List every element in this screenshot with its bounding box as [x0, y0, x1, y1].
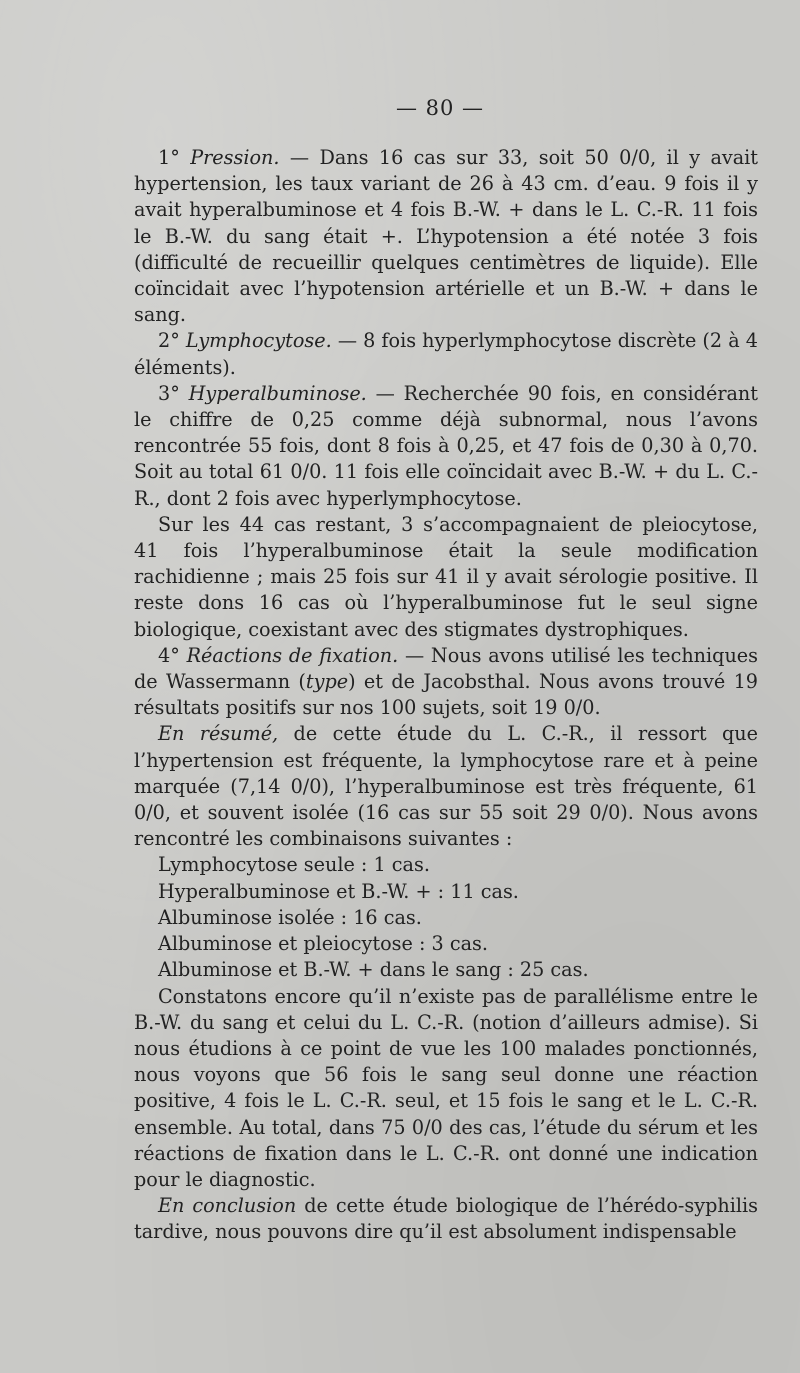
paragraph-constatons — [134, 984, 758, 1194]
combinations-list — [134, 852, 758, 983]
list-item: Albuminose et pleiocytose : 3 cas. — [158, 932, 488, 956]
list-item: Hyperalbuminose et B.-W. + : 11 cas. — [158, 879, 519, 903]
page-number: — 80 — — [395, 96, 485, 120]
section-number: 1° — [158, 146, 191, 169]
paragraph-pression — [134, 145, 758, 328]
paragraph-text-continued: ) et de Jacobsthal. Nous avons trouvé 19 résultats positifs sur nos 100 sujets, soit 19 0/0. — [134, 670, 758, 720]
section-title: En conclusion — [158, 1194, 297, 1218]
paragraph-text: — Recherchée 90 fois, en considérant le chiffre de 0,25 comme déjà subnormal, nous l’avons rencontrée 55 fois, dont 8 fois à 0,25, et 47 fois de 0,30 à 0,70. Soit au total 61 0/0. 11 fois elle coïncidait avec B.-W. + du L. C.-R., dont 2 fois avec hyperlymphocytose. — [134, 381, 758, 510]
body-text — [134, 145, 758, 1246]
section-number: 4° — [158, 643, 187, 667]
paragraph-text: Constatons encore qu’il n’existe pas de parallélisme entre le B.-W. du sang et celui du L. C.-R. (notion d’ailleurs admise). Si nous étudions à ce point de vue les 100 malades ponctionnés, nous voyons que 56 fois le sang seul donne une réaction positive, 4 fois le L. C.-R. seul, et 15 fois le sang et le L. C.-R. ensemble. Au total, dans 75 0/0 des cas, l’étude du sérum et les réactions de fixation dans le L. C.-R. ont donné une indication pour le diagnostic. — [134, 984, 758, 1191]
list-item: Lymphocytose seule : 1 cas. — [158, 853, 430, 877]
paragraph-text: Sur les 44 cas restant, 3 s’accompagnaient de pleiocytose, 41 fois l’hyperalbuminose était la seule modification rachidienne ; mais 25 fois sur 41 il y avait sérologie positive. Il reste dons 16 cas où l’hyperalbuminose fut le seul signe biologique, coexistant avec des stigmates dystrophiques. — [134, 512, 758, 641]
paragraph-hyperalbuminose — [134, 381, 758, 512]
paragraph-conclusion — [134, 1193, 758, 1245]
section-title: En résumé, — [158, 722, 279, 746]
paragraph-reactions-fixation — [134, 643, 758, 722]
paragraph-text: — 8 fois hyperlymphocytose discrète (2 à 4 éléments). — [134, 329, 758, 379]
section-title: Réactions de fixation. — [186, 643, 399, 667]
italic-term: type — [305, 670, 349, 694]
paragraph-text: — Nous avons utilisé les techniques de Wassermann ( — [134, 643, 759, 694]
section-title: Hyperalbuminose. — [188, 381, 367, 405]
section-title: Lymphocytose. — [185, 329, 332, 353]
section-title: Pression. — [190, 146, 280, 169]
section-number: 3° — [158, 381, 189, 405]
paragraph-text: de cette étude biologique de l’hérédo-syphilis tardive, nous pouvons dire qu’il est absolument indispensable — [134, 1194, 758, 1244]
list-item: Albuminose isolée : 16 cas. — [158, 905, 422, 929]
paragraph-cas-restant — [134, 512, 758, 643]
paragraph-text: — Dans 16 cas sur 33, soit 50 0/0, il y avait hypertension, les taux variant de 26 à 43 cm. d’eau. 9 fois il y avait hyperalbuminose et 4 fois B.-W. + dans le L. C.-R. 11 fois le B.-W. du sang était +. L’hypotension a été notée 3 fois (difficulté de recueillir quelques centimètres de liquide). Elle coïncidait avec l’hypotension artérielle et un B.-W. + dans le sang. — [134, 146, 759, 327]
paragraph-resume — [134, 721, 758, 852]
section-number: 2° — [158, 329, 186, 353]
list-item: Albuminose et B.-W. + dans le sang : 25 cas. — [158, 958, 589, 982]
paragraph-text: de cette étude du L. C.-R., il ressort que l’hypertension est fréquente, la lymphocytose rare et à peine marquée (7,14 0/0), l’hyperalbuminose est très fréquente, 61 0/0, et souvent isolée (16 cas sur 55 soit 29 0/0). Nous avons rencontré les combinaisons suivantes : — [134, 722, 758, 851]
paragraph-lymphocytose — [134, 328, 758, 380]
